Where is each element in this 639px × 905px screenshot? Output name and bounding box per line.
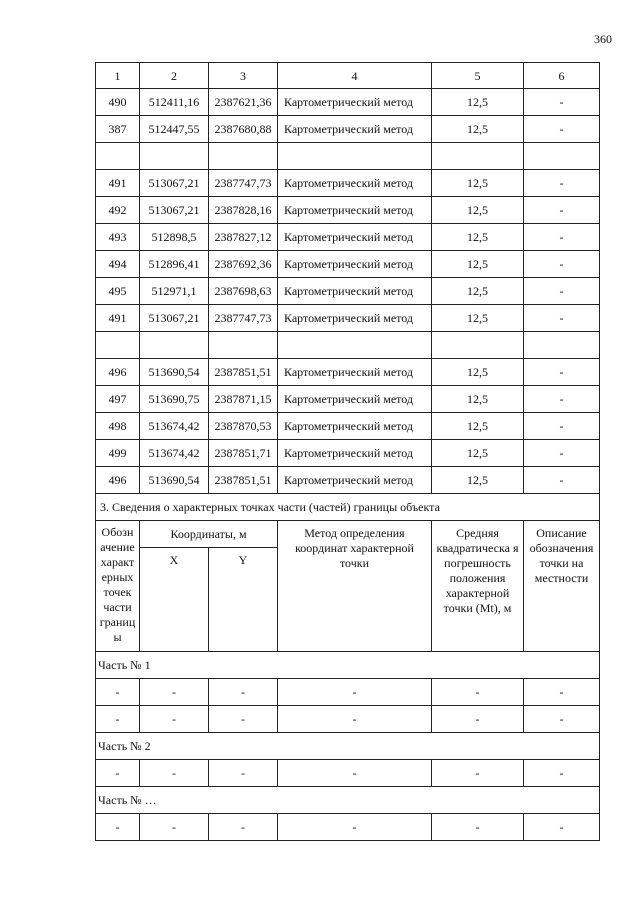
column-number: 2 (140, 63, 209, 89)
column-number: 6 (524, 63, 600, 89)
table-row (96, 116, 600, 143)
description-cell: - (524, 89, 600, 116)
x-coordinate-cell: 513067,21 (140, 197, 209, 224)
dash-cell: - (432, 814, 524, 841)
coordinates-table (95, 62, 600, 841)
x-column-header: X (140, 548, 209, 652)
description-cell: - (524, 440, 600, 467)
table-row (96, 814, 600, 841)
dash-cell: - (524, 706, 600, 733)
empty-cell (524, 143, 600, 170)
empty-cell (96, 143, 140, 170)
y-coordinate-cell: 2387680,88 (209, 116, 278, 143)
dash-cell: - (140, 679, 209, 706)
y-coordinate-cell: 2387747,73 (209, 170, 278, 197)
dash-cell: - (209, 679, 278, 706)
point-number-cell: 496 (96, 359, 140, 386)
accuracy-cell: 12,5 (432, 305, 524, 332)
dash-cell: - (432, 679, 524, 706)
description-cell: - (524, 170, 600, 197)
part-label-row (96, 733, 600, 760)
accuracy-cell: 12,5 (432, 224, 524, 251)
description-cell: - (524, 116, 600, 143)
dash-cell: - (209, 814, 278, 841)
point-number-cell: 387 (96, 116, 140, 143)
dash-cell: - (209, 760, 278, 787)
table-row (96, 760, 600, 787)
accuracy-cell: 12,5 (432, 116, 524, 143)
description-cell: - (524, 278, 600, 305)
column-number: 4 (278, 63, 432, 89)
column-number: 1 (96, 63, 140, 89)
method-cell: Картометрический метод (278, 359, 432, 386)
empty-separator-row (96, 332, 600, 359)
point-number-cell: 493 (96, 224, 140, 251)
y-coordinate-cell: 2387698,63 (209, 278, 278, 305)
accuracy-cell: 12,5 (432, 440, 524, 467)
empty-cell (209, 143, 278, 170)
empty-cell (278, 143, 432, 170)
point-number-cell: 492 (96, 197, 140, 224)
empty-cell (96, 332, 140, 359)
dash-cell: - (140, 706, 209, 733)
point-number-cell: 494 (96, 251, 140, 278)
accuracy-cell: 12,5 (432, 386, 524, 413)
empty-separator-row (96, 143, 600, 170)
description-column-header: Описание обозначения точки на местности (524, 521, 600, 652)
page-number: 360 (594, 32, 612, 46)
method-cell: Картометрический метод (278, 305, 432, 332)
point-number-cell: 498 (96, 413, 140, 440)
dash-cell: - (96, 706, 140, 733)
table-row (96, 170, 600, 197)
description-cell: - (524, 251, 600, 278)
table-row (96, 440, 600, 467)
table-row (96, 679, 600, 706)
empty-cell (432, 332, 524, 359)
part-label: Часть № … (96, 787, 600, 814)
accuracy-cell: 12,5 (432, 359, 524, 386)
y-coordinate-cell: 2387851,51 (209, 359, 278, 386)
method-cell: Картометрический метод (278, 170, 432, 197)
column-number: 3 (209, 63, 278, 89)
column-number: 5 (432, 63, 524, 89)
point-number-cell: 499 (96, 440, 140, 467)
section-header-row (96, 521, 600, 548)
y-coordinate-cell: 2387851,51 (209, 467, 278, 494)
table-row (96, 278, 600, 305)
x-coordinate-cell: 513067,21 (140, 305, 209, 332)
y-coordinate-cell: 2387870,53 (209, 413, 278, 440)
dash-cell: - (524, 760, 600, 787)
part-label: Часть № 1 (96, 652, 600, 679)
point-number-cell: 491 (96, 170, 140, 197)
x-coordinate-cell: 513067,21 (140, 170, 209, 197)
method-column-header: Метод определения координат характерной точки (278, 521, 432, 652)
method-cell: Картометрический метод (278, 278, 432, 305)
empty-cell (140, 143, 209, 170)
accuracy-cell: 12,5 (432, 197, 524, 224)
empty-cell (209, 332, 278, 359)
description-cell: - (524, 359, 600, 386)
description-cell: - (524, 197, 600, 224)
table-row (96, 89, 600, 116)
section-title: 3. Сведения о характерных точках части (частей) границы объекта (96, 494, 600, 521)
empty-cell (524, 332, 600, 359)
method-cell: Картометрический метод (278, 197, 432, 224)
coordinates-column-header: Координаты, м (140, 521, 278, 548)
x-coordinate-cell: 513690,54 (140, 359, 209, 386)
table-row (96, 413, 600, 440)
method-cell: Картометрический метод (278, 116, 432, 143)
table-row (96, 706, 600, 733)
empty-cell (140, 332, 209, 359)
dash-cell: - (278, 706, 432, 733)
table-row (96, 359, 600, 386)
table-row (96, 467, 600, 494)
dash-cell: - (96, 760, 140, 787)
dash-cell: - (140, 760, 209, 787)
dash-cell: - (278, 679, 432, 706)
table-row (96, 224, 600, 251)
description-cell: - (524, 224, 600, 251)
dash-cell: - (524, 814, 600, 841)
y-coordinate-cell: 2387747,73 (209, 305, 278, 332)
point-number-cell: 495 (96, 278, 140, 305)
column-number-row (96, 63, 600, 89)
accuracy-cell: 12,5 (432, 251, 524, 278)
dash-cell: - (278, 760, 432, 787)
method-cell: Картометрический метод (278, 440, 432, 467)
table-row (96, 251, 600, 278)
description-cell: - (524, 467, 600, 494)
dash-cell: - (96, 679, 140, 706)
dash-cell: - (140, 814, 209, 841)
y-coordinate-cell: 2387828,16 (209, 197, 278, 224)
x-coordinate-cell: 512447,55 (140, 116, 209, 143)
part-label-row (96, 652, 600, 679)
accuracy-cell: 12,5 (432, 89, 524, 116)
part-label-row (96, 787, 600, 814)
section-title-row (96, 494, 600, 521)
point-number-cell: 497 (96, 386, 140, 413)
table-row (96, 197, 600, 224)
part-label: Часть № 2 (96, 733, 600, 760)
accuracy-column-header: Средняя квадратическа я погрешность положения характерной точки (Mt), м (432, 521, 524, 652)
empty-cell (432, 143, 524, 170)
accuracy-cell: 12,5 (432, 467, 524, 494)
x-coordinate-cell: 512898,5 (140, 224, 209, 251)
point-number-cell: 490 (96, 89, 140, 116)
y-coordinate-cell: 2387621,36 (209, 89, 278, 116)
table-row (96, 386, 600, 413)
description-cell: - (524, 386, 600, 413)
accuracy-cell: 12,5 (432, 170, 524, 197)
dash-cell: - (432, 706, 524, 733)
y-coordinate-cell: 2387851,71 (209, 440, 278, 467)
description-cell: - (524, 413, 600, 440)
dash-cell: - (524, 679, 600, 706)
dash-cell: - (209, 706, 278, 733)
method-cell: Картометрический метод (278, 467, 432, 494)
accuracy-cell: 12,5 (432, 413, 524, 440)
point-column-header: Обозн ачение характ ерных точек части границ ы (96, 521, 140, 652)
y-column-header: Y (209, 548, 278, 652)
dash-cell: - (278, 814, 432, 841)
method-cell: Картометрический метод (278, 386, 432, 413)
method-cell: Картометрический метод (278, 413, 432, 440)
accuracy-cell: 12,5 (432, 278, 524, 305)
y-coordinate-cell: 2387692,36 (209, 251, 278, 278)
x-coordinate-cell: 513674,42 (140, 440, 209, 467)
x-coordinate-cell: 512971,1 (140, 278, 209, 305)
x-coordinate-cell: 512411,16 (140, 89, 209, 116)
method-cell: Картометрический метод (278, 224, 432, 251)
x-coordinate-cell: 513690,75 (140, 386, 209, 413)
empty-cell (278, 332, 432, 359)
table-row (96, 305, 600, 332)
x-coordinate-cell: 513690,54 (140, 467, 209, 494)
point-number-cell: 496 (96, 467, 140, 494)
y-coordinate-cell: 2387871,15 (209, 386, 278, 413)
x-coordinate-cell: 513674,42 (140, 413, 209, 440)
dash-cell: - (96, 814, 140, 841)
x-coordinate-cell: 512896,41 (140, 251, 209, 278)
method-cell: Картометрический метод (278, 89, 432, 116)
method-cell: Картометрический метод (278, 251, 432, 278)
dash-cell: - (432, 760, 524, 787)
description-cell: - (524, 305, 600, 332)
y-coordinate-cell: 2387827,12 (209, 224, 278, 251)
point-number-cell: 491 (96, 305, 140, 332)
